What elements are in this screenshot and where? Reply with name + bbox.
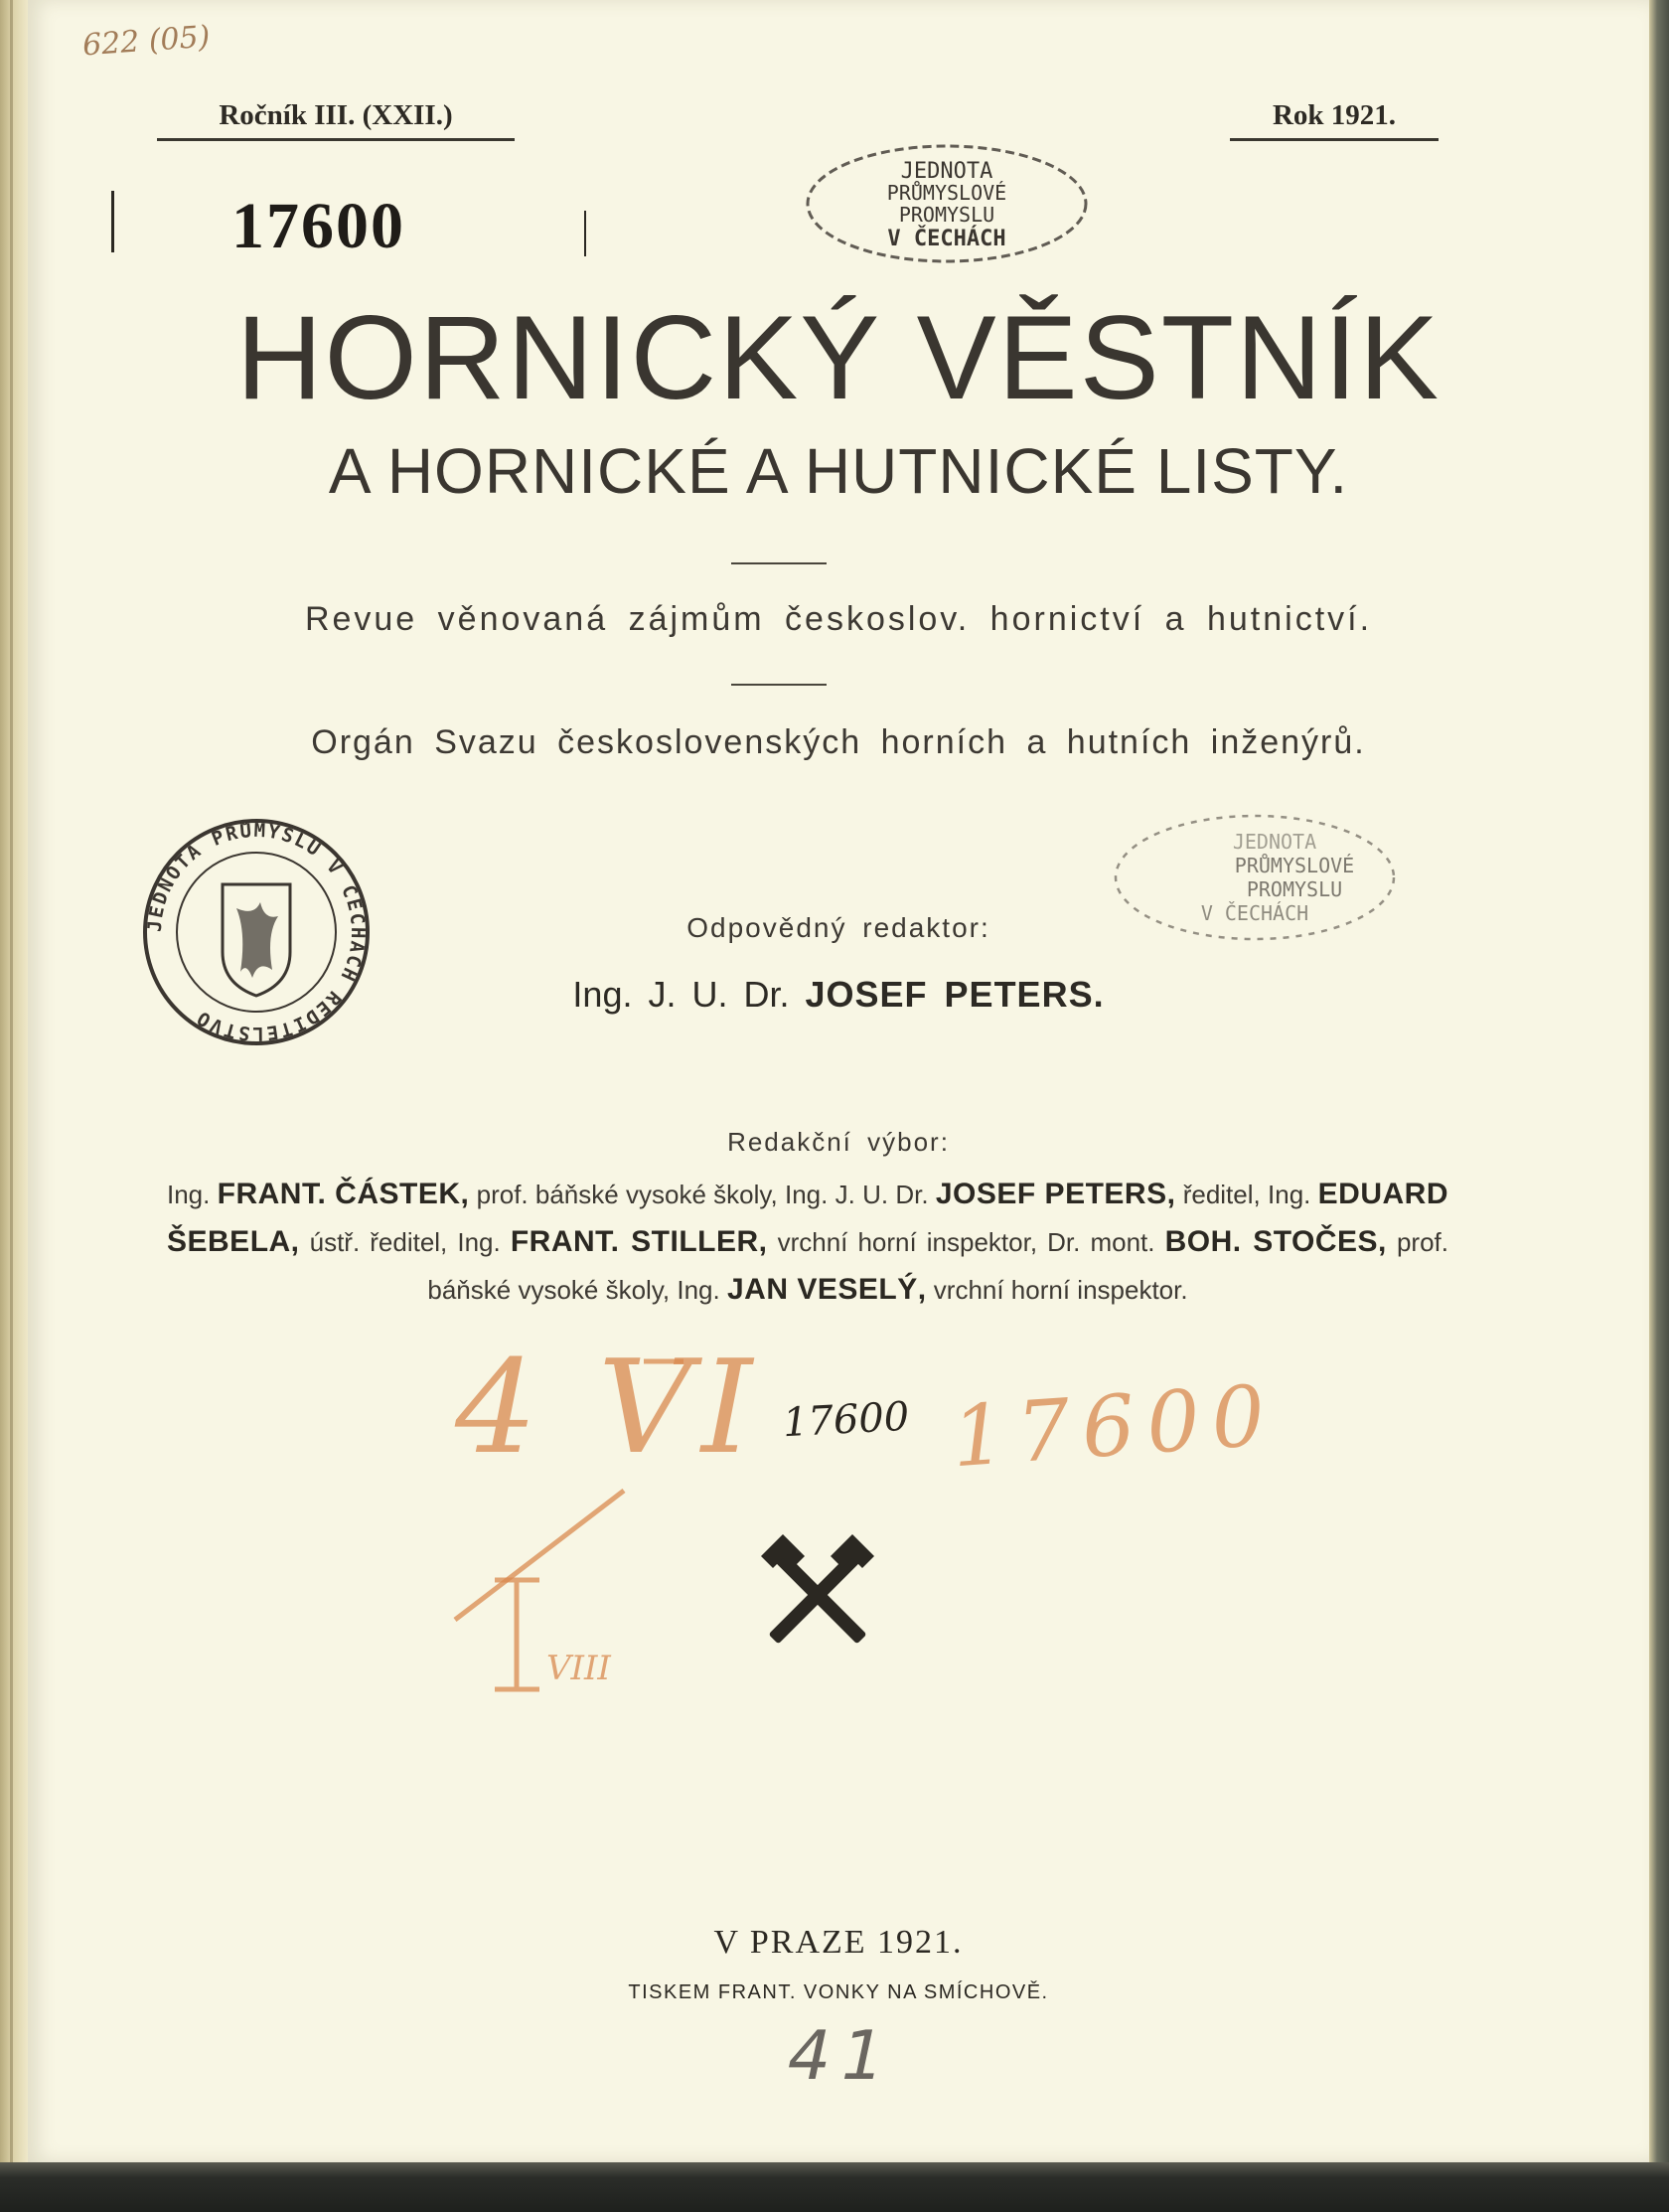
handwritten-accession: 17600 <box>781 1393 911 1447</box>
member-role: vrchní horní inspektor. <box>933 1275 1188 1305</box>
handwritten-accession-crayon: 17600 <box>948 1365 1281 1487</box>
member-name: BOH. STOČES, <box>1164 1225 1387 1258</box>
handwritten-page-number: 41 <box>779 2017 902 2096</box>
spine-crease <box>10 0 13 2212</box>
editor-name: JOSEF PETERS. <box>805 974 1105 1015</box>
divider-1 <box>731 562 827 564</box>
board-member <box>785 1180 1261 1209</box>
stamp-right-line-2: PRŮMYSLOVÉ <box>1234 854 1355 877</box>
crossed-hammers-icon <box>753 1530 882 1659</box>
organ-description: Orgán Svazu československých horních a hutních inženýrů. <box>311 723 1366 761</box>
title-page <box>28 0 1649 2162</box>
member-prefix: Dr. mont. <box>1047 1227 1155 1257</box>
member-prefix: Ing. J. U. Dr. <box>784 1180 929 1209</box>
member-role: prof. báňské vysoké školy, <box>427 1227 1448 1305</box>
bracket-mark-left <box>111 191 114 252</box>
book-bottom-edge <box>0 2162 1669 2212</box>
imprint-printer: TISKEM FRANT. VONKY NA SMÍCHOVĚ. <box>628 1981 1049 2003</box>
subtitle: A HORNICKÉ A HUTNICKÉ LISTY. <box>328 435 1349 507</box>
stamp-line-4: V ČECHÁCH <box>887 227 1006 251</box>
stamp-line-2: PRŮMYSLOVÉ <box>886 181 1007 205</box>
handwritten-reference: 622 (05) <box>80 19 212 64</box>
year-label: Rok 1921. <box>1230 99 1439 141</box>
board-member <box>167 1180 778 1209</box>
crayon-strokes <box>445 1351 743 1709</box>
stamp-right-line-4: V ČECHÁCH <box>1200 901 1309 925</box>
board-label: Redakční výbor: <box>727 1127 950 1157</box>
editor-line <box>28 974 1649 1016</box>
volume-label: Ročník III. (XXII.) <box>157 99 515 141</box>
accession-number: 17600 <box>231 190 405 262</box>
stamp-right-line-3: PROMYSLU <box>1246 877 1343 901</box>
divider-2 <box>731 684 827 686</box>
stamp-right-line-1: JEDNOTA <box>1232 830 1317 854</box>
member-prefix: Ing. <box>457 1227 501 1257</box>
editorial-board <box>167 1171 1448 1314</box>
member-role: ústř. ředitel, <box>309 1227 448 1257</box>
stamp-line-3: PROMYSLU <box>898 203 995 227</box>
imprint-place: V PRAZE 1921. <box>713 1924 964 1961</box>
board-member <box>677 1275 1187 1305</box>
book-fore-edge <box>1649 0 1669 2212</box>
main-title: HORNICKÝ VĚSTNÍK <box>235 291 1441 424</box>
editor-prefix: Ing. J. U. Dr. <box>572 974 790 1015</box>
member-role: ředitel, <box>1182 1180 1261 1209</box>
member-name: EDUARD ŠEBELA, <box>167 1178 1448 1258</box>
stamp-line-1: JEDNOTA <box>900 159 993 184</box>
member-prefix: Ing. <box>167 1180 211 1209</box>
library-stamp-top <box>798 134 1096 273</box>
member-prefix: Ing. <box>677 1275 720 1305</box>
board-member <box>457 1227 1037 1257</box>
member-name: FRANT. ČÁSTEK, <box>217 1178 470 1210</box>
member-role: prof. báňské vysoké školy, <box>476 1180 778 1209</box>
member-name: JAN VESELÝ, <box>726 1273 927 1306</box>
member-name: JOSEF PETERS, <box>935 1178 1176 1210</box>
revue-description: Revue věnovaná zájmům českoslov. hornictví a hutnictví. <box>304 600 1373 638</box>
member-prefix: Ing. <box>1268 1180 1311 1209</box>
handwritten-shelf-mark: 4 VI <box>455 1332 763 1483</box>
bracket-mark-right <box>584 211 586 256</box>
book-spine <box>0 0 28 2212</box>
member-name: FRANT. STILLER, <box>510 1225 768 1258</box>
seal-text: JEDNOTA PRŮMYSLU V ČECHÁCH ŘEDITELSTVO <box>143 819 370 1045</box>
editor-label: Odpovědný redaktor: <box>686 912 990 943</box>
handwritten-shelf-mark-below: VIII <box>546 1649 611 1688</box>
member-role: vrchní horní inspektor, <box>777 1227 1038 1257</box>
